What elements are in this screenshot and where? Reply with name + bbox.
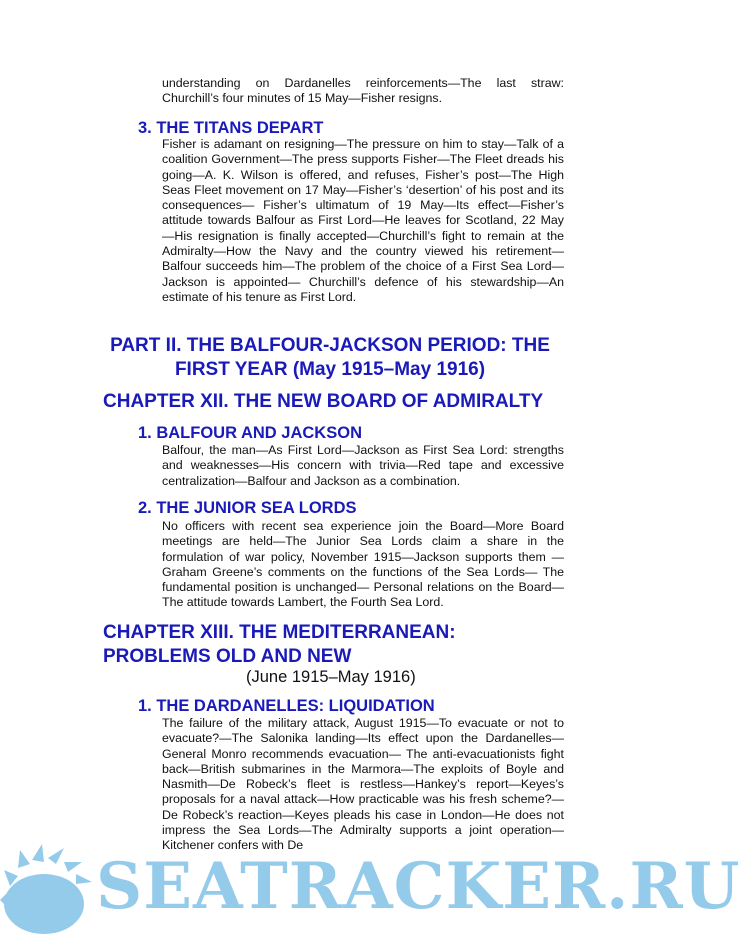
section-heading-balfour-jackson: 1. BALFOUR AND JACKSON: [138, 424, 362, 442]
watermark-text: SEATRACKER.RU: [96, 849, 740, 924]
part-heading-line-2: FIRST YEAR (May 1915–May 1916): [174, 359, 486, 380]
paragraph-balfour-jackson: Balfour, the man—As First Lord—Jackson as First Sea Lord: strengths and weaknesses—His concern with trivia—Red tape and excessive centralization—Balfour and Jackson as a combination.: [162, 443, 564, 488]
chapter-heading-xiii: [103, 621, 456, 669]
part-heading: [80, 334, 580, 382]
section-heading-junior-sea-lords: 2. THE JUNIOR SEA LORDS: [138, 499, 357, 517]
part-heading-line-1: PART II. THE BALFOUR-JACKSON PERIOD: THE: [110, 335, 550, 356]
chapter-heading-xii: CHAPTER XII. THE NEW BOARD OF ADMIRALTY: [103, 391, 544, 412]
chapter-heading-xiii-line-1: CHAPTER XIII. THE MEDITERRANEAN:: [103, 622, 456, 643]
paragraph-junior-sea-lords: No officers with recent sea experience join the Board—More Board meetings are held—The Junior Sea Lords claim a share in the formulation of war policy, November 1915—Jackson supports them —Graham Greene’s comments on the functions of the Sea Lords— The fundamental position is unchanged— Personal relations on the Board—The attitude towards Lambert, the Fourth Sea Lord.: [162, 519, 564, 610]
paragraph-titans-depart: Fisher is adamant on resigning—The pressure on him to stay—Talk of a coalition Government—The press supports Fisher—The Fleet dreads his going—A. K. Wilson is offered, and refuses, Fisher’s post—The High Seas Fleet movement on 17 May—Fisher’s ‘desertion’ of his post and its consequences— Fisher’s ultimatum of 19 May—Its effect—Fisher’s attitude towards Balfour as First Lord—He leaves for Scotland, 22 May —His resignation is finally accepted—Churchill’s fight to remain at the Admiralty—How the Navy and the country viewed his retirement—Balfour succeeds him—The problem of the choice of a First Sea Lord—Jackson is appointed— Churchill’s defence of his stewardship—An estimate of his tenure as First Lord.: [162, 137, 564, 304]
paragraph-dardanelles: The failure of the military attack, August 1915—To evacuate or not to evacuate?—The Salonika landing—Its effect upon the Dardanelles—General Monro recommends evacuation— The anti-evacuationists fight back—British submarines in the Marmora—The exploits of Boyle and Nasmith—De Robeck’s fleet is restless—Hankey’s report—Keyes’s proposals for a naval attack—How practicable was his fresh scheme?—De Robeck’s reaction—Keyes pleads his case in London—He does not impress the Sea Lords—The Admiralty supports a joint operation—Kitchener confers with De: [162, 716, 564, 853]
paragraph-intro: understanding on Dardanelles reinforcements—The last straw: Churchill’s four minutes of 15 May—Fisher resigns.: [162, 76, 564, 106]
section-heading-dardanelles: 1. THE DARDANELLES: LIQUIDATION: [138, 697, 435, 715]
chapter-xiii-dates: (June 1915–May 1916): [246, 668, 416, 686]
section-heading-titans-depart: 3. THE TITANS DEPART: [138, 119, 324, 137]
chapter-heading-xiii-line-2: PROBLEMS OLD AND NEW: [103, 646, 352, 667]
